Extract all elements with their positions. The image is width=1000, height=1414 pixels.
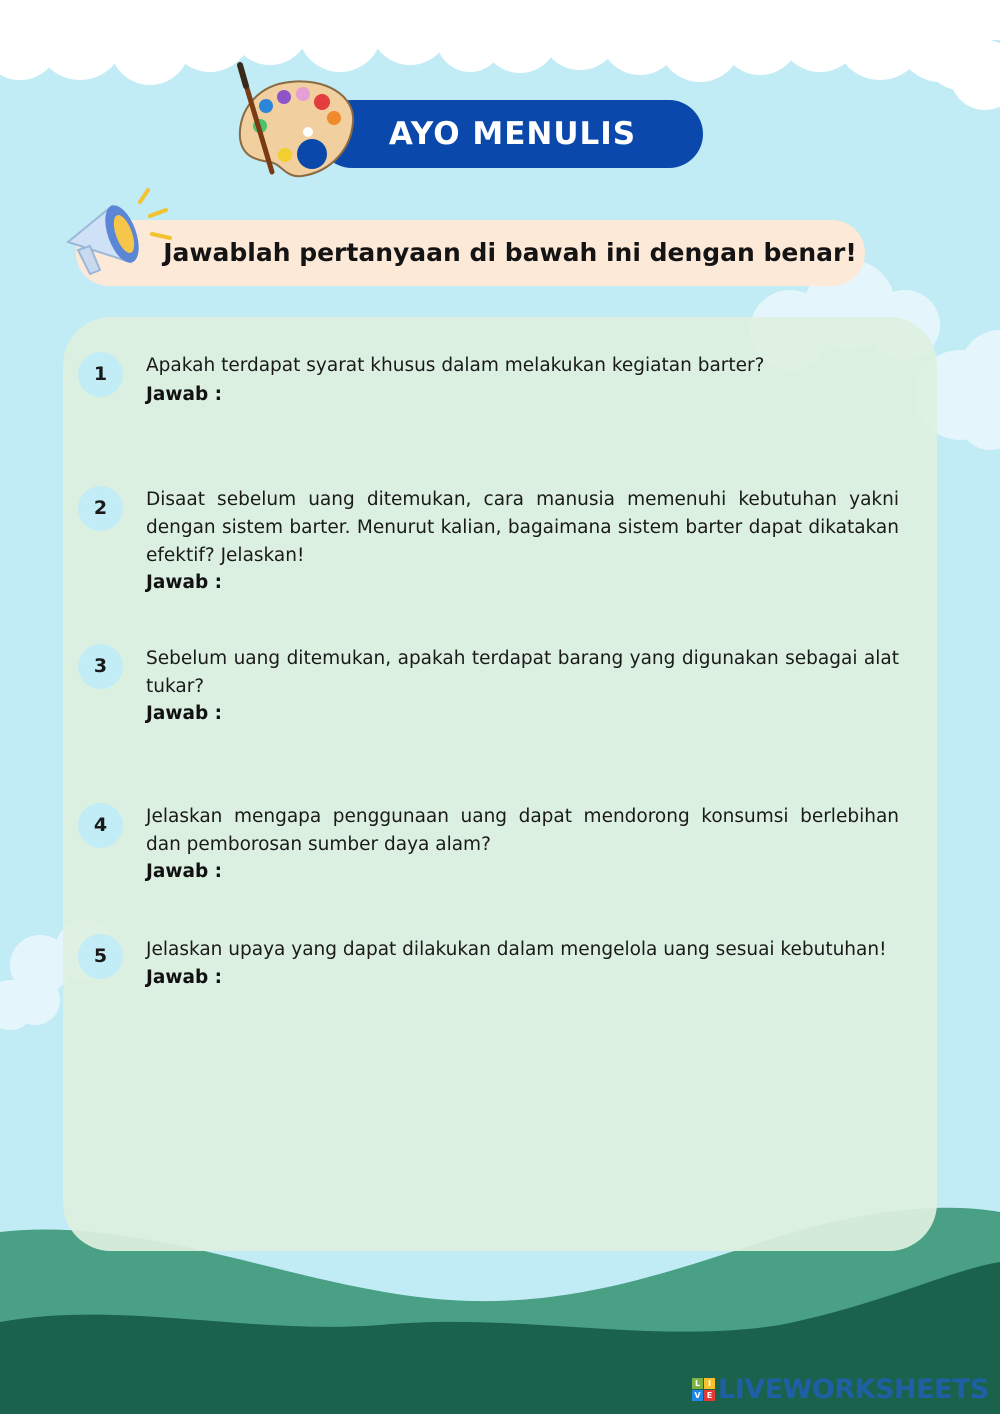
- logo-letter: I: [704, 1378, 715, 1389]
- logo-letter: E: [704, 1390, 715, 1401]
- question-number-badge: 2: [78, 486, 123, 531]
- question-text: Jelaskan upaya yang dapat dilakukan dalam mengelola uang sesuai kebutuhan!: [146, 939, 887, 960]
- answer-label: Jawab :: [146, 861, 223, 882]
- liveworksheets-logo: [692, 1375, 992, 1405]
- question-number-badge: 1: [78, 352, 123, 397]
- questions-panel: [63, 317, 937, 1251]
- question-number-badge: 3: [78, 644, 123, 689]
- logo-text: LIVEWORKSHEETS: [718, 1374, 989, 1405]
- answer-label: Jawab :: [146, 384, 223, 405]
- question-number-badge: 4: [78, 803, 123, 848]
- logo-mark: [692, 1378, 716, 1402]
- instruction-text: Jawablah pertanyaan di bawah ini dengan benar!: [163, 238, 857, 267]
- question-number-badge: 5: [78, 934, 123, 979]
- megaphone-icon: [60, 184, 178, 284]
- answer-label: Jawab :: [146, 703, 223, 724]
- logo-letter: L: [692, 1378, 703, 1389]
- page-title: AYO MENULIS: [388, 116, 637, 152]
- logo-letter: V: [692, 1390, 703, 1401]
- paint-palette-icon: [230, 60, 360, 178]
- question-text: Apakah terdapat syarat khusus dalam melakukan kegiatan barter?: [146, 355, 765, 376]
- question-text: Jelaskan mengapa penggunaan uang dapat mendorong konsumsi berlebihan dan pemborosan sumber daya alam?: [146, 806, 899, 855]
- question-text: Disaat sebelum uang ditemukan, cara manusia memenuhi kebutuhan yakni dengan sistem barter. Menurut kalian, bagaimana sistem barter dapat dikatakan efektif? Jelaskan!: [146, 489, 899, 566]
- answer-label: Jawab :: [146, 967, 223, 988]
- question-text: Sebelum uang ditemukan, apakah terdapat barang yang digunakan sebagai alat tukar?: [146, 648, 899, 697]
- answer-label: Jawab :: [146, 572, 223, 593]
